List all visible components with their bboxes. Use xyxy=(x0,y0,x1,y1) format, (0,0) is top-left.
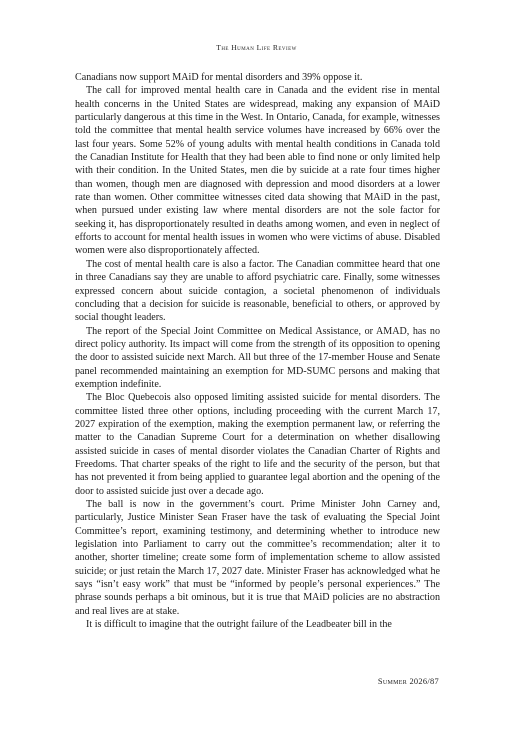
paragraph: The Bloc Quebecois also opposed limiting assisted suicide for mental disorders. The committee listed three other options, including proceeding with the current March 17, 2027 expiration of the exemption, making the exemption permanent law, or referring the matter to the Canadian Supreme Court for a determination on whether disallowing assisted suicide in cases of mental disorder violates the Canadian Charter of Rights and Freedoms. That charter speaks of the right to life and the security of the person, but that has not prevented it from being applied to guarantee legal abortion and the opening of the door to assisted suicide just over a decade ago. xyxy=(75,392,440,497)
paragraph: The cost of mental health care is also a factor. The Canadian committee heard that one in three Canadians say they are unable to afford psychiatric care. Finally, some witnesses expressed concern about suicide contagion, a societal phenomenon of individuals concluding that a decision for suicide is reasonable, beneficial to others, or approved by social thought leaders. xyxy=(75,258,440,324)
paragraph: The ball is now in the government’s court. Prime Minister John Carney and, particularly, Justice Minister Sean Fraser have the task of evaluating the Special Joint Committee’s report, examining testimony, and determining whether to introduce new legislation into Parliament to carry out the committee’s recommendation; alter it to another, shorter timeline; create some form of implementation scheme to allow assisted suicide; or just retain the March 17, 2027 date. Minister Fraser has acknowledged what he says “isn’t easy work” that must be “informed by people’s personal experiences.” The phrase sounds perhaps a bit ominous, but it is true that MAiD policies are no abstraction and real lives are at stake. xyxy=(75,499,440,617)
paragraph: Canadians now support MAiD for mental disorders and 39% oppose it. xyxy=(75,72,363,83)
paragraph: The call for improved mental health care in Canada and the evident rise in mental health concerns in the United States are widespread, making any expansion of MAiD particularly dangerous at this time in the West. In Ontario, Canada, for example, witnesses told the committee that mental health service volumes have increased by 66% over the last four years. Some 52% of young adults with mental health conditions in Canada told the Canadian Institute for Health that they had been able to find none or only limited help with their condition. In the United States, men die by suicide at a rate four times higher than women, though men are diagnosed with depression and mood disorders at a lower rate than women. Other committee witnesses cited data showing that MAiD in the past, when pursued under existing law where mental disorders are not the sole factor for seeking it, has disproportionately resulted in deaths among women, and even in neglect of efforts to account for mental health issues in women who were victims of abuse. Disabled women were also disproportionately affected. xyxy=(75,85,440,257)
paragraph: The report of the Special Joint Committee on Medical Assistance, or AMAD, has no direct policy authority. Its impact will come from the strength of its opposition to opening the door to assisted suicide next March. All but three of the 17-member House and Senate panel recommended maintaining an exemption for MD-SUMC persons and making that exemption indefinite. xyxy=(75,325,440,390)
article-body xyxy=(75,71,440,631)
paragraph: It is difficult to imagine that the outright failure of the Leadbeater bill in the xyxy=(86,619,392,631)
page-number: Summer 2026/87 xyxy=(377,677,439,686)
running-header: The Human Life Review xyxy=(216,43,297,52)
